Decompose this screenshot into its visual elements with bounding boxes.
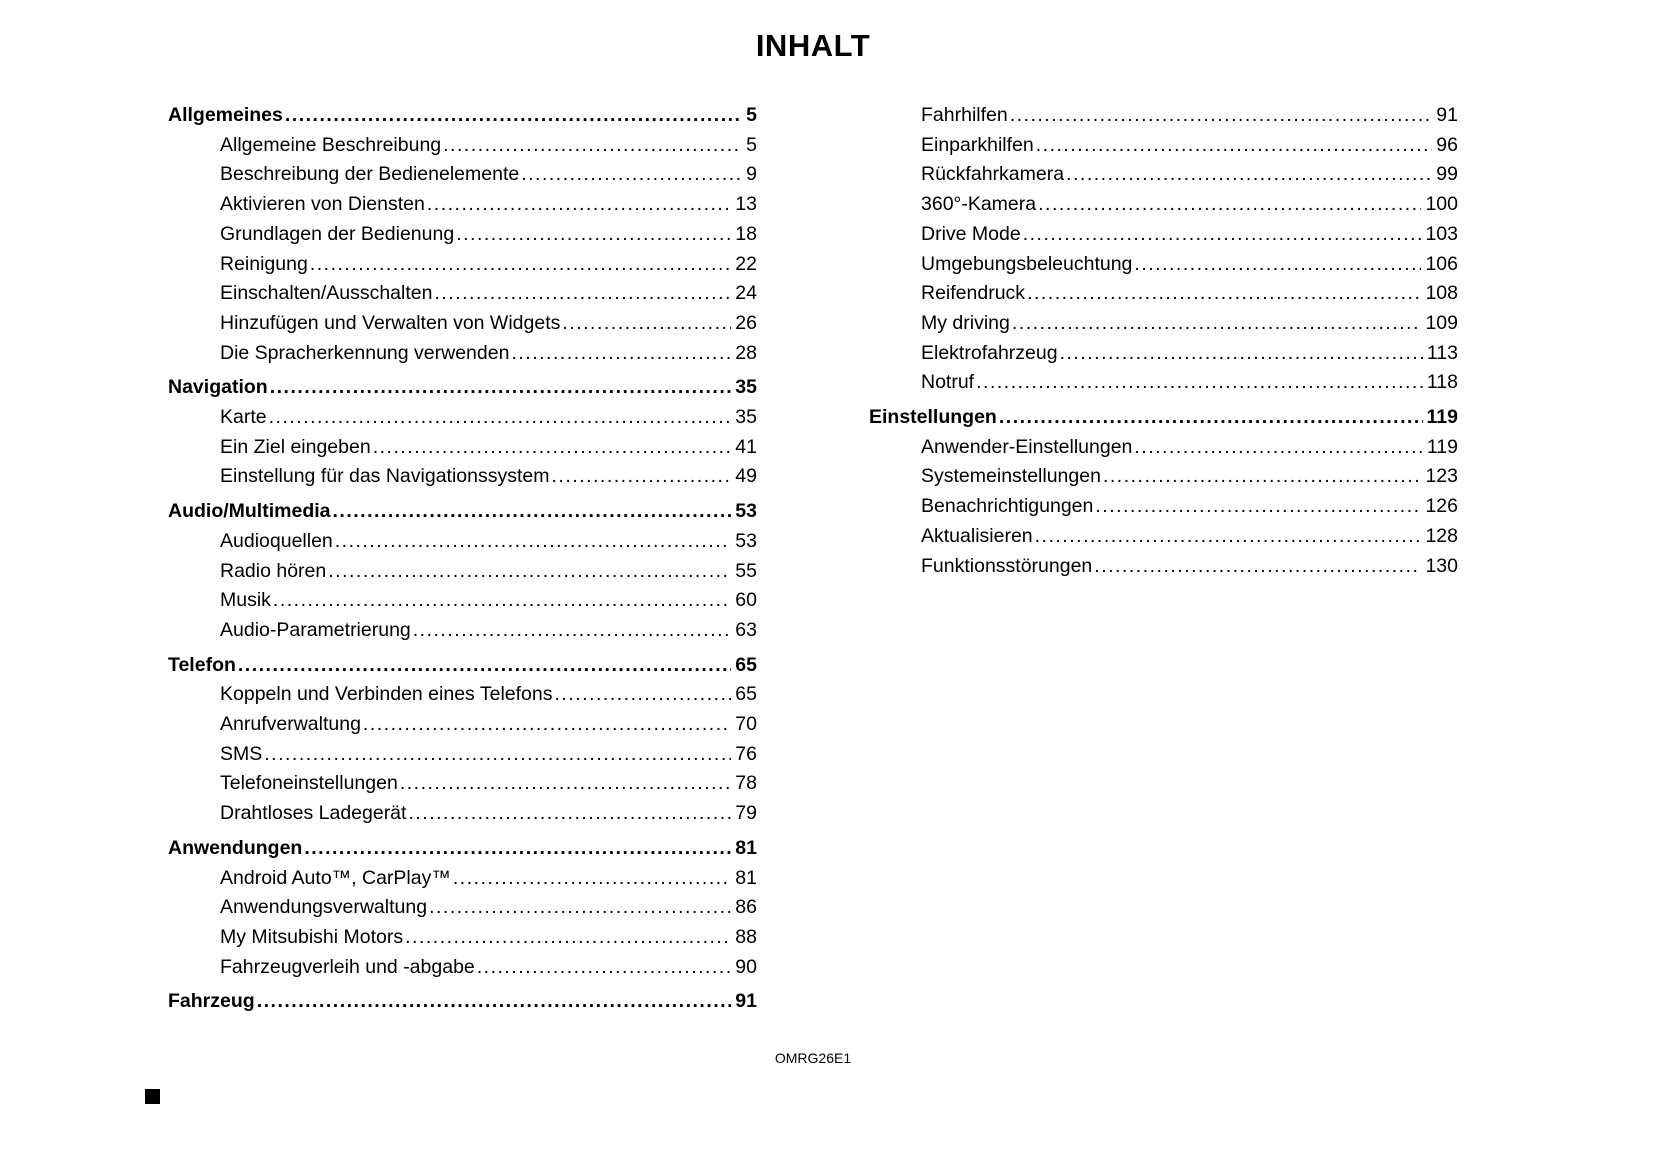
- toc-leader-dots: [521, 160, 742, 190]
- toc-entry: [869, 492, 1458, 522]
- toc-entry: [168, 462, 757, 492]
- toc-entry-label: Benachrichtigungen: [921, 495, 1094, 518]
- toc-entry-page-number: 41: [735, 435, 757, 458]
- toc-entry-page-number: 99: [1436, 163, 1458, 186]
- toc-entry: [168, 101, 757, 131]
- toc-leader-dots: [1066, 160, 1432, 190]
- toc-entry-label: Drive Mode: [921, 222, 1021, 245]
- toc-entry: [168, 309, 757, 339]
- toc-entry-page-number: 5: [746, 104, 757, 126]
- toc-leader-dots: [1036, 131, 1433, 161]
- toc-column-left: [168, 101, 757, 1017]
- toc-leader-dots: [333, 497, 732, 527]
- toc-leader-dots: [552, 462, 732, 492]
- toc-entry-page-number: 86: [735, 896, 757, 919]
- toc-leader-dots: [408, 799, 731, 829]
- toc-entry-label: Audioquellen: [220, 529, 333, 552]
- toc-entry-label: Allgemeine Beschreibung: [220, 133, 442, 156]
- toc-entry-page-number: 78: [735, 772, 757, 795]
- toc-leader-dots: [429, 893, 731, 923]
- toc-leader-dots: [328, 557, 731, 587]
- toc-entry: [869, 309, 1458, 339]
- toc-entry: [168, 834, 757, 864]
- toc-entry-page-number: 119: [1426, 406, 1458, 429]
- toc-leader-dots: [511, 339, 731, 369]
- toc-entry-page-number: 81: [735, 836, 757, 859]
- toc-entry-label: Aktivieren von Diensten: [220, 193, 425, 216]
- toc-entry: [168, 373, 757, 403]
- toc-entry: [168, 497, 757, 527]
- toc-entry: [869, 160, 1458, 190]
- toc-leader-dots: [238, 651, 731, 681]
- toc-entry-label: Einstellung für das Navigationssystem: [220, 465, 550, 488]
- toc-leader-dots: [1012, 309, 1422, 339]
- toc-entry: [869, 279, 1458, 309]
- toc-entry-label: Anwender-Einstellungen: [921, 435, 1133, 458]
- toc-leader-dots: [285, 101, 742, 131]
- toc-entry-page-number: 130: [1425, 554, 1458, 577]
- toc-leader-dots: [1060, 339, 1423, 369]
- toc-entry-page-number: 24: [735, 282, 757, 305]
- toc-entry: [168, 220, 757, 250]
- toc-entry-page-number: 26: [735, 311, 757, 334]
- footer-document-code: OMRG26E1: [774, 1050, 852, 1066]
- toc-entry-page-number: 53: [735, 529, 757, 552]
- toc-entry-label: My driving: [921, 311, 1010, 334]
- toc-entry-label: Notruf: [921, 371, 975, 394]
- toc-entry: [168, 651, 757, 681]
- toc-columns: [168, 101, 1458, 1017]
- toc-entry-label: Funktionsstörungen: [921, 554, 1093, 577]
- toc-leader-dots: [373, 433, 732, 463]
- toc-entry: [168, 190, 757, 220]
- toc-column-right: [869, 101, 1458, 1017]
- toc-entry-label: Fahrzeug: [168, 990, 255, 1013]
- toc-entry-page-number: 65: [735, 653, 757, 676]
- toc-entry-page-number: 103: [1425, 222, 1458, 245]
- toc-entry: [168, 799, 757, 829]
- toc-entry: [168, 680, 757, 710]
- toc-entry-label: Die Spracherkennung verwenden: [220, 341, 510, 364]
- toc-entry-label: Einparkhilfen: [921, 133, 1034, 156]
- toc-entry-page-number: 91: [735, 990, 757, 1013]
- toc-entry: [168, 953, 757, 983]
- toc-entry: [168, 557, 757, 587]
- toc-entry-label: Koppeln und Verbinden eines Telefons: [220, 683, 553, 706]
- toc-entry: [869, 433, 1458, 463]
- toc-entry-page-number: 53: [735, 500, 757, 523]
- toc-entry-label: Reinigung: [220, 252, 308, 275]
- toc-entry: [168, 740, 757, 770]
- toc-entry: [168, 403, 757, 433]
- toc-leader-dots: [270, 373, 732, 403]
- toc-entry-page-number: 49: [735, 465, 757, 488]
- toc-leader-dots: [562, 309, 731, 339]
- toc-entry-label: Rückfahrkamera: [921, 163, 1065, 186]
- toc-leader-dots: [310, 250, 731, 280]
- toc-entry: [168, 586, 757, 616]
- toc-entry-label: Anwendungen: [168, 836, 303, 859]
- toc-entry: [168, 131, 757, 161]
- toc-entry-label: SMS: [220, 742, 263, 765]
- page-corner-mark: [145, 1089, 160, 1104]
- toc-leader-dots: [443, 131, 742, 161]
- toc-entry: [869, 522, 1458, 552]
- toc-entry: [168, 279, 757, 309]
- toc-leader-dots: [1134, 433, 1423, 463]
- toc-entry-label: Hinzufügen und Verwalten von Widgets: [220, 311, 561, 334]
- toc-entry-page-number: 9: [746, 163, 757, 186]
- toc-entry-label: Grundlagen der Bedienung: [220, 222, 455, 245]
- toc-entry-page-number: 55: [735, 559, 757, 582]
- toc-entry: [869, 101, 1458, 131]
- toc-entry: [869, 339, 1458, 369]
- toc-entry-page-number: 128: [1425, 524, 1458, 547]
- toc-entry-label: Elektrofahrzeug: [921, 341, 1058, 364]
- page-title: INHALT: [755, 28, 871, 63]
- toc-entry: [168, 250, 757, 280]
- toc-entry-page-number: 118: [1426, 371, 1458, 394]
- toc-entry-label: Drahtloses Ladegerät: [220, 802, 407, 825]
- toc-entry: [869, 552, 1458, 582]
- toc-entry-page-number: 35: [735, 406, 757, 429]
- toc-leader-dots: [1038, 190, 1421, 220]
- toc-entry: [869, 462, 1458, 492]
- toc-leader-dots: [269, 403, 732, 433]
- toc-leader-dots: [1103, 462, 1422, 492]
- toc-entry: [168, 616, 757, 646]
- toc-entry-page-number: 100: [1425, 193, 1458, 216]
- toc-entry: [168, 160, 757, 190]
- toc-entry: [869, 190, 1458, 220]
- toc-entry: [869, 368, 1458, 398]
- toc-entry: [168, 987, 757, 1017]
- toc-entry-label: Fahrzeugverleih und -abgabe: [220, 955, 475, 978]
- toc-leader-dots: [304, 834, 731, 864]
- toc-entry: [168, 339, 757, 369]
- toc-entry-label: Android Auto™, CarPlay™: [220, 866, 451, 889]
- toc-entry-label: Audio/Multimedia: [168, 500, 331, 523]
- toc-entry-label: Umgebungsbeleuchtung: [921, 252, 1133, 275]
- toc-leader-dots: [257, 987, 732, 1017]
- toc-entry: [168, 769, 757, 799]
- toc-entry: [168, 893, 757, 923]
- toc-leader-dots: [434, 279, 731, 309]
- toc-entry-label: Beschreibung der Bedienelemente: [220, 163, 520, 186]
- toc-entry-label: Radio hören: [220, 559, 327, 582]
- toc-entry-label: Systemeinstellungen: [921, 465, 1101, 488]
- toc-entry-page-number: 91: [1436, 104, 1458, 126]
- toc-entry-page-number: 76: [735, 742, 757, 765]
- toc-leader-dots: [335, 527, 732, 557]
- toc-leader-dots: [1027, 279, 1421, 309]
- toc-entry-page-number: 106: [1425, 252, 1458, 275]
- toc-entry-label: Fahrhilfen: [921, 104, 1008, 126]
- toc-entry-page-number: 70: [735, 713, 757, 736]
- toc-entry-page-number: 5: [746, 133, 757, 156]
- toc-entry: [869, 220, 1458, 250]
- toc-leader-dots: [477, 953, 732, 983]
- toc-leader-dots: [427, 190, 731, 220]
- toc-entry-label: Anrufverwaltung: [220, 713, 361, 736]
- toc-entry-page-number: 79: [735, 802, 757, 825]
- toc-entry-label: Aktualisieren: [921, 524, 1033, 547]
- toc-leader-dots: [1010, 101, 1433, 131]
- toc-entry-page-number: 35: [735, 376, 757, 399]
- toc-entry-page-number: 22: [735, 252, 757, 275]
- toc-leader-dots: [273, 586, 731, 616]
- toc-entry-label: Karte: [220, 406, 267, 429]
- toc-entry: [869, 131, 1458, 161]
- toc-leader-dots: [363, 710, 731, 740]
- toc-leader-dots: [1035, 522, 1422, 552]
- toc-entry-label: Audio-Parametrierung: [220, 618, 411, 641]
- toc-entry-label: Telefon: [168, 653, 236, 676]
- toc-entry-page-number: 28: [735, 341, 757, 364]
- toc-leader-dots: [413, 616, 732, 646]
- toc-leader-dots: [1134, 250, 1421, 280]
- toc-entry-label: Allgemeines: [168, 104, 283, 126]
- toc-entry-label: Navigation: [168, 376, 268, 399]
- toc-entry-page-number: 63: [735, 618, 757, 641]
- toc-entry: [168, 923, 757, 953]
- toc-entry-label: Ein Ziel eingeben: [220, 435, 371, 458]
- toc-entry-page-number: 113: [1426, 341, 1458, 364]
- toc-leader-dots: [453, 864, 731, 894]
- toc-entry-label: Reifendruck: [921, 282, 1026, 305]
- toc-entry-label: My Mitsubishi Motors: [220, 925, 404, 948]
- toc-entry-page-number: 119: [1426, 435, 1458, 458]
- toc-entry-page-number: 109: [1425, 311, 1458, 334]
- toc-entry-label: Einstellungen: [869, 406, 997, 429]
- toc-entry: [168, 864, 757, 894]
- toc-leader-dots: [1094, 552, 1421, 582]
- toc-entry-page-number: 126: [1425, 495, 1458, 518]
- toc-leader-dots: [456, 220, 731, 250]
- toc-entry-page-number: 81: [735, 866, 757, 889]
- toc-entry-label: 360°-Kamera: [921, 193, 1037, 216]
- toc-entry-label: Anwendungsverwaltung: [220, 896, 428, 919]
- toc-entry-page-number: 65: [735, 683, 757, 706]
- toc-entry-page-number: 96: [1436, 133, 1458, 156]
- toc-entry-page-number: 13: [735, 193, 757, 216]
- toc-entry: [869, 403, 1458, 433]
- toc-entry-page-number: 90: [735, 955, 757, 978]
- toc-leader-dots: [264, 740, 731, 770]
- toc-entry: [168, 527, 757, 557]
- toc-entry: [168, 710, 757, 740]
- toc-leader-dots: [976, 368, 1423, 398]
- toc-entry-page-number: 60: [735, 589, 757, 612]
- toc-leader-dots: [1095, 492, 1421, 522]
- toc-leader-dots: [999, 403, 1423, 433]
- toc-entry-page-number: 123: [1425, 465, 1458, 488]
- toc-entry-label: Musik: [220, 589, 271, 612]
- toc-entry-label: Einschalten/Ausschalten: [220, 282, 433, 305]
- toc-entry-page-number: 108: [1425, 282, 1458, 305]
- toc-leader-dots: [555, 680, 732, 710]
- toc-leader-dots: [405, 923, 731, 953]
- toc-leader-dots: [1023, 220, 1422, 250]
- toc-entry-label: Telefoneinstellungen: [220, 772, 398, 795]
- toc-entry-page-number: 88: [735, 925, 757, 948]
- toc-entry: [168, 433, 757, 463]
- toc-entry-page-number: 18: [735, 222, 757, 245]
- toc-leader-dots: [400, 769, 731, 799]
- toc-entry: [869, 250, 1458, 280]
